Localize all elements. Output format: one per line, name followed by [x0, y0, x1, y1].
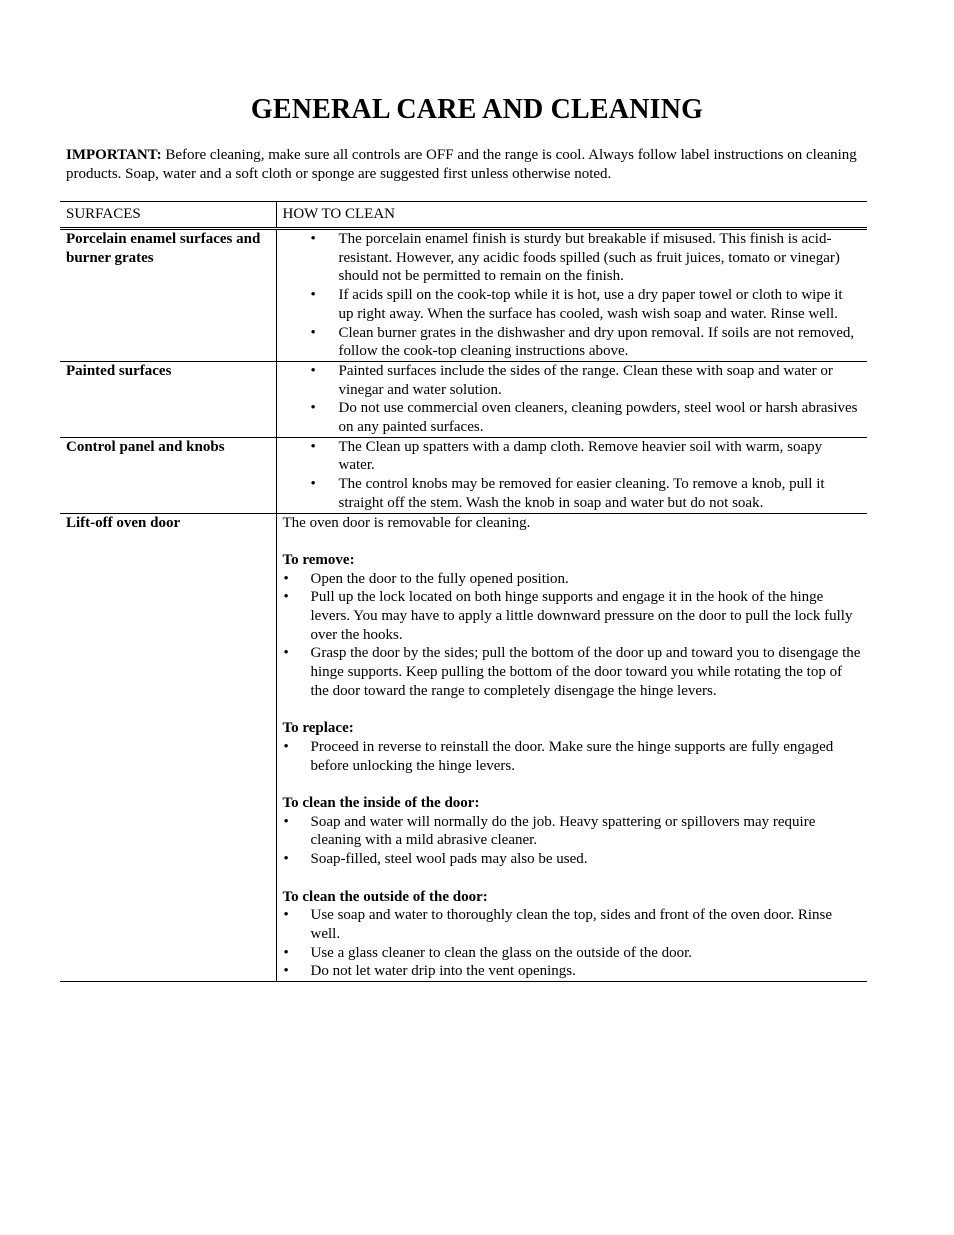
porcelain-bullets — [283, 230, 862, 361]
remove-bullets — [283, 570, 862, 701]
list-item: • Clean burner grates in the dishwasher and dry upon removal. If soils are not removed, follow the cook-top cleaning instructions above. — [283, 324, 862, 361]
header-surfaces: SURFACES — [60, 202, 276, 229]
replace-bullets — [283, 738, 862, 775]
list-item: • Use a glass cleaner to clean the glass on the outside of the door. — [283, 944, 862, 963]
table-header-row — [60, 202, 867, 229]
surface-porcelain: Porcelain enamel surfaces and burner grates — [60, 229, 276, 362]
painted-bullets — [283, 362, 862, 437]
page-title: GENERAL CARE AND CLEANING — [250, 94, 704, 125]
table-row-painted — [60, 361, 867, 437]
list-item: • The control knobs may be removed for easier cleaning. To remove a knob, pull it straight off the stem. Wash the knob in soap and water but do not soak. — [283, 475, 862, 512]
section-heading-clean-outside: To clean the outside of the door: — [282, 888, 488, 905]
section-heading-clean-inside: To clean the inside of the door: — [282, 795, 480, 812]
list-item: • Use soap and water to thoroughly clean the top, sides and front of the oven door. Rinse well. — [283, 906, 862, 943]
list-item: • Soap-filled, steel wool pads may also be used. — [283, 850, 862, 869]
list-item: • Do not use commercial oven cleaners, cleaning powders, steel wool or harsh abrasives on any painted surfaces. — [283, 399, 862, 436]
table-row-porcelain — [60, 229, 867, 362]
surface-painted: Painted surfaces — [60, 361, 276, 437]
list-item: • The Clean up spatters with a damp cloth. Remove heavier soil with warm, soapy water. — [283, 438, 862, 475]
how-oven-door — [276, 513, 867, 982]
list-item: • Pull up the lock located on both hinge supports and engage it in the hook of the hinge levers. You may have to apply a little downward pressure on the door to pull the lock fully over the hooks. — [283, 588, 862, 644]
table-row-control-panel — [60, 437, 867, 513]
care-table — [60, 201, 867, 982]
oven-door-intro: The oven door is removable for cleaning. — [282, 514, 531, 531]
list-item: • If acids spill on the cook-top while it is hot, use a dry paper towel or cloth to wipe it up right away. When the surface has cooled, wash wish soap and water. Rinse well. — [283, 286, 862, 323]
surface-oven-door: Lift-off oven door — [60, 513, 276, 982]
section-heading-remove: To remove: — [282, 551, 355, 568]
how-porcelain — [276, 229, 867, 362]
list-item: • Soap and water will normally do the job. Heavy spattering or spillovers may require cleaning with a mild abrasive cleaner. — [283, 813, 862, 850]
how-painted — [276, 361, 867, 437]
important-text: Before cleaning, make sure all controls are OFF and the range is cool. Always follow label instructions on cleaning products. Soap, water and a soft cloth or sponge are suggested first unless otherwise noted. — [66, 147, 857, 182]
surface-control-panel: Control panel and knobs — [60, 437, 276, 513]
important-label: IMPORTANT: — [66, 147, 162, 163]
list-item: • Grasp the door by the sides; pull the bottom of the door up and toward you to disengage the hinge supports. Keep pulling the bottom of the door toward you while rotating the top of the door toward the range to completely disengage the hinge levers. — [283, 644, 862, 700]
list-item: • Do not let water drip into the vent openings. — [283, 962, 862, 981]
control-panel-bullets — [283, 438, 862, 513]
how-control-panel — [276, 437, 867, 513]
list-item: • Proceed in reverse to reinstall the door. Make sure the hinge supports are fully engaged before unlocking the hinge levers. — [283, 738, 862, 775]
list-item: • The porcelain enamel finish is sturdy but breakable if misused. This finish is acid-resistant. However, any acidic foods spilled (such as fruit juices, tomato or vinegar) should not be permitted to remain on the finish. — [283, 230, 862, 286]
section-heading-replace: To replace: — [282, 720, 354, 737]
header-how-to-clean: HOW TO CLEAN — [276, 202, 867, 229]
clean-outside-bullets — [283, 906, 862, 981]
clean-inside-bullets — [283, 813, 862, 869]
important-notice — [66, 146, 896, 183]
list-item: • Open the door to the fully opened position. — [283, 570, 862, 589]
list-item: • Painted surfaces include the sides of the range. Clean these with soap and water or vinegar and water solution. — [283, 362, 862, 399]
table-row-oven-door — [60, 513, 867, 982]
